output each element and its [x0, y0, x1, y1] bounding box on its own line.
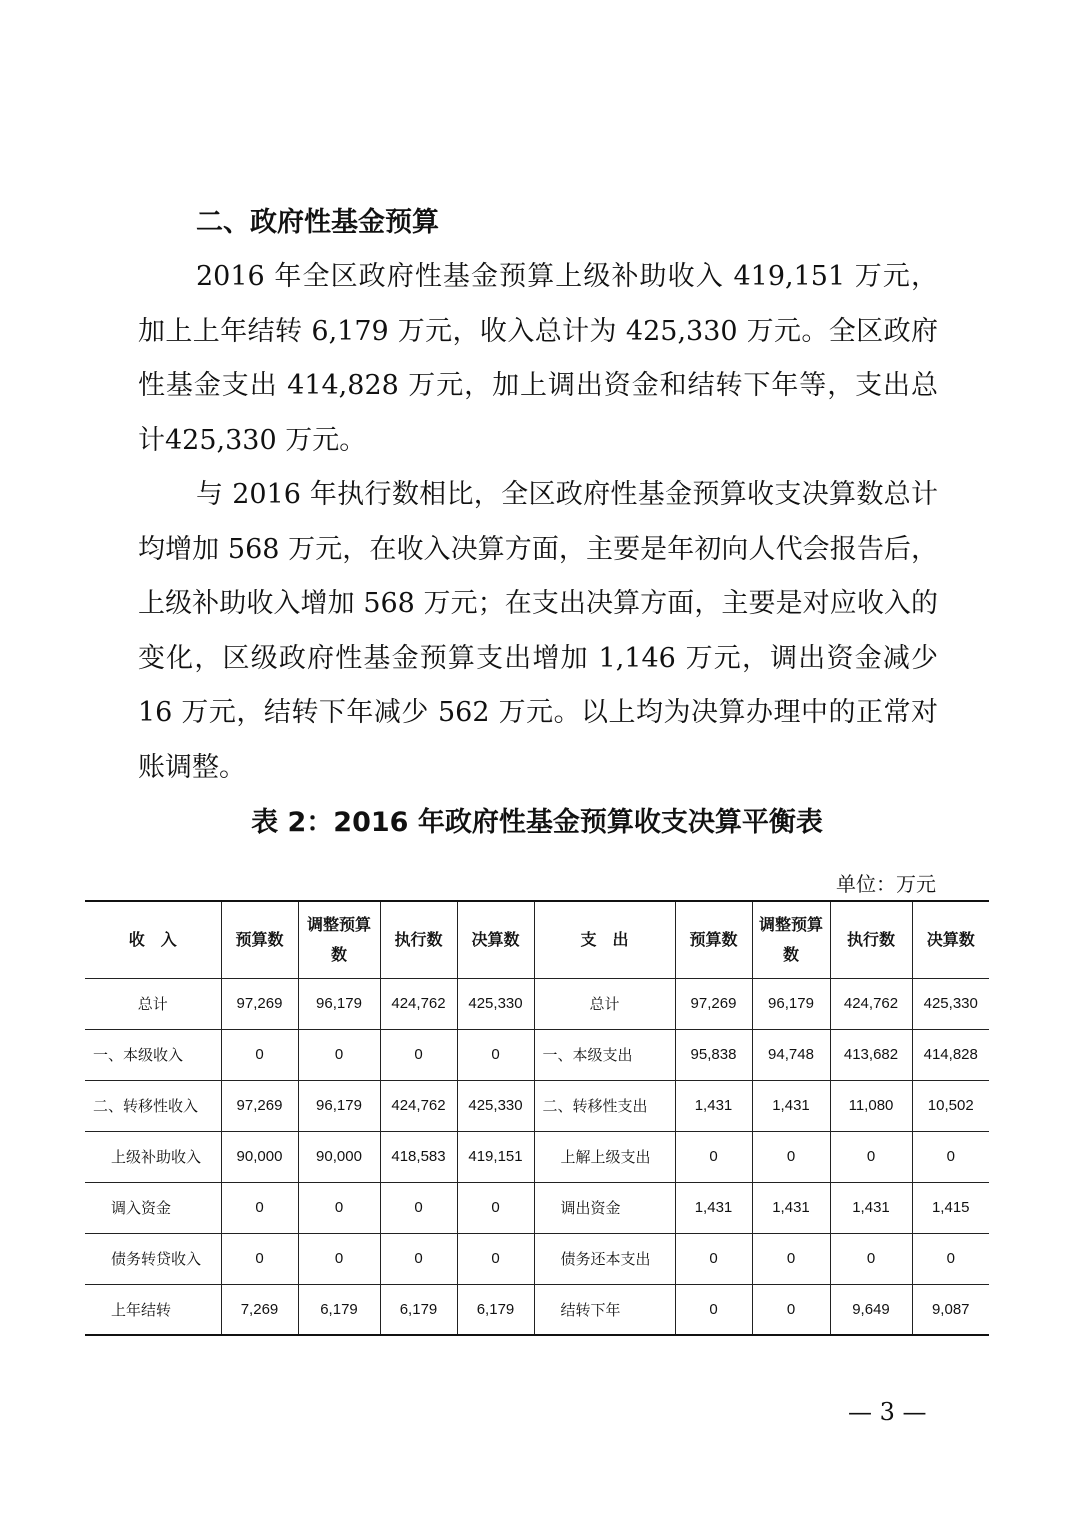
table-row — [85, 1284, 989, 1335]
header-expenditure: 支 出 — [534, 901, 675, 978]
table-cell: 0 — [298, 1233, 380, 1284]
table-row — [85, 978, 989, 1029]
table-cell: 0 — [457, 1182, 534, 1233]
table-cell: 0 — [912, 1131, 989, 1182]
table-cell: 418,583 — [380, 1131, 457, 1182]
table-cell: 9,649 — [830, 1284, 912, 1335]
table-row — [85, 1182, 989, 1233]
table-cell: 0 — [830, 1131, 912, 1182]
header-adjusted-budget: 调整预算数 — [752, 901, 830, 978]
row-label-expenditure: 总计 — [534, 978, 675, 1029]
table-cell: 1,431 — [675, 1080, 752, 1131]
table-cell: 0 — [298, 1182, 380, 1233]
table-cell: 0 — [221, 1182, 298, 1233]
row-label-expenditure: 上解上级支出 — [534, 1131, 675, 1182]
table-cell: 0 — [298, 1029, 380, 1080]
header-budget: 预算数 — [675, 901, 752, 978]
table-row — [85, 1131, 989, 1182]
header-executed: 执行数 — [830, 901, 912, 978]
table-cell: 9,087 — [912, 1284, 989, 1335]
table-cell: 424,762 — [380, 978, 457, 1029]
table-cell: 0 — [380, 1233, 457, 1284]
table-cell: 0 — [380, 1029, 457, 1080]
table-cell: 96,179 — [298, 978, 380, 1029]
table-cell: 0 — [675, 1131, 752, 1182]
table-cell: 7,269 — [221, 1284, 298, 1335]
paragraph-income-expenditure-summary: 2016 年全区政府性基金预算上级补助收入 419,151 万元，加上上年结转 6,179 万元，收入总计为 425,330 万元。全区政府性基金支出 414,828 万元，加上调出资金和结转下年等，支出总计425,330 万元。 — [138, 261, 938, 456]
row-label-expenditure: 二、转移性支出 — [534, 1080, 675, 1131]
row-label-income: 二、转移性收入 — [85, 1080, 221, 1131]
table-cell: 425,330 — [457, 1080, 534, 1131]
header-final: 决算数 — [457, 901, 534, 978]
table-cell: 1,431 — [752, 1080, 830, 1131]
table-cell: 95,838 — [675, 1029, 752, 1080]
row-label-expenditure: 一、本级支出 — [534, 1029, 675, 1080]
table-cell: 6,179 — [380, 1284, 457, 1335]
budget-balance-table — [85, 900, 989, 1336]
section-heading: 二、政府性基金预算 — [196, 207, 439, 238]
table-row — [85, 1080, 989, 1131]
table-cell: 11,080 — [830, 1080, 912, 1131]
row-label-income: 债务转贷收入 — [85, 1233, 221, 1284]
table-cell: 0 — [457, 1233, 534, 1284]
table-row — [85, 1029, 989, 1080]
row-label-income: 一、本级收入 — [85, 1029, 221, 1080]
table-cell: 1,431 — [830, 1182, 912, 1233]
table-cell: 0 — [912, 1233, 989, 1284]
table-cell: 425,330 — [457, 978, 534, 1029]
table-cell: 1,415 — [912, 1182, 989, 1233]
header-executed: 执行数 — [380, 901, 457, 978]
table-cell: 425,330 — [912, 978, 989, 1029]
paragraph-comparison-explanation: 与 2016 年执行数相比，全区政府性基金预算收支决算数总计均增加 568 万元，在收入决算方面，主要是年初向人代会报告后，上级补助收入增加 568 万元；在支出决算方面，主要是对应收入的变化，区级政府性基金预算支出增加 1,146 万元，调出资金减少 16 万元，结转下年减少 562 万元。以上均为决算办理中的正常对账调整。 — [138, 479, 938, 783]
table-cell: 94,748 — [752, 1029, 830, 1080]
row-label-income: 上级补助收入 — [85, 1131, 221, 1182]
table-cell: 0 — [752, 1233, 830, 1284]
page-number: — 3 — — [848, 1398, 927, 1426]
table-cell: 0 — [675, 1284, 752, 1335]
table-cell: 96,179 — [752, 978, 830, 1029]
table-cell: 1,431 — [675, 1182, 752, 1233]
table-header-row — [85, 901, 989, 978]
table-cell: 0 — [752, 1131, 830, 1182]
table-cell: 0 — [380, 1182, 457, 1233]
table-cell: 6,179 — [298, 1284, 380, 1335]
table-cell: 96,179 — [298, 1080, 380, 1131]
table-cell: 97,269 — [221, 978, 298, 1029]
row-label-income: 总计 — [85, 978, 221, 1029]
table-cell: 1,431 — [752, 1182, 830, 1233]
row-label-expenditure: 调出资金 — [534, 1182, 675, 1233]
row-label-income: 调入资金 — [85, 1182, 221, 1233]
table-cell: 0 — [675, 1233, 752, 1284]
table-row — [85, 1233, 989, 1284]
table-unit-label: 单位：万元 — [836, 872, 936, 896]
table-cell: 424,762 — [380, 1080, 457, 1131]
header-adjusted-budget: 调整预算数 — [298, 901, 380, 978]
row-label-expenditure: 结转下年 — [534, 1284, 675, 1335]
table-title: 表 2：2016 年政府性基金预算收支决算平衡表 — [251, 807, 823, 838]
header-income: 收 入 — [85, 901, 221, 978]
table-cell: 0 — [752, 1284, 830, 1335]
row-label-income: 上年结转 — [85, 1284, 221, 1335]
table-cell: 0 — [221, 1029, 298, 1080]
table-cell: 419,151 — [457, 1131, 534, 1182]
table-cell: 97,269 — [221, 1080, 298, 1131]
table-cell: 6,179 — [457, 1284, 534, 1335]
table-cell: 413,682 — [830, 1029, 912, 1080]
table-cell: 10,502 — [912, 1080, 989, 1131]
table-cell: 0 — [457, 1029, 534, 1080]
table-cell: 90,000 — [221, 1131, 298, 1182]
table-cell: 90,000 — [298, 1131, 380, 1182]
table-cell: 414,828 — [912, 1029, 989, 1080]
table-cell: 0 — [830, 1233, 912, 1284]
table-cell: 424,762 — [830, 978, 912, 1029]
header-final: 决算数 — [912, 901, 989, 978]
row-label-expenditure: 债务还本支出 — [534, 1233, 675, 1284]
table-cell: 0 — [221, 1233, 298, 1284]
header-budget: 预算数 — [221, 901, 298, 978]
table-cell: 97,269 — [675, 978, 752, 1029]
